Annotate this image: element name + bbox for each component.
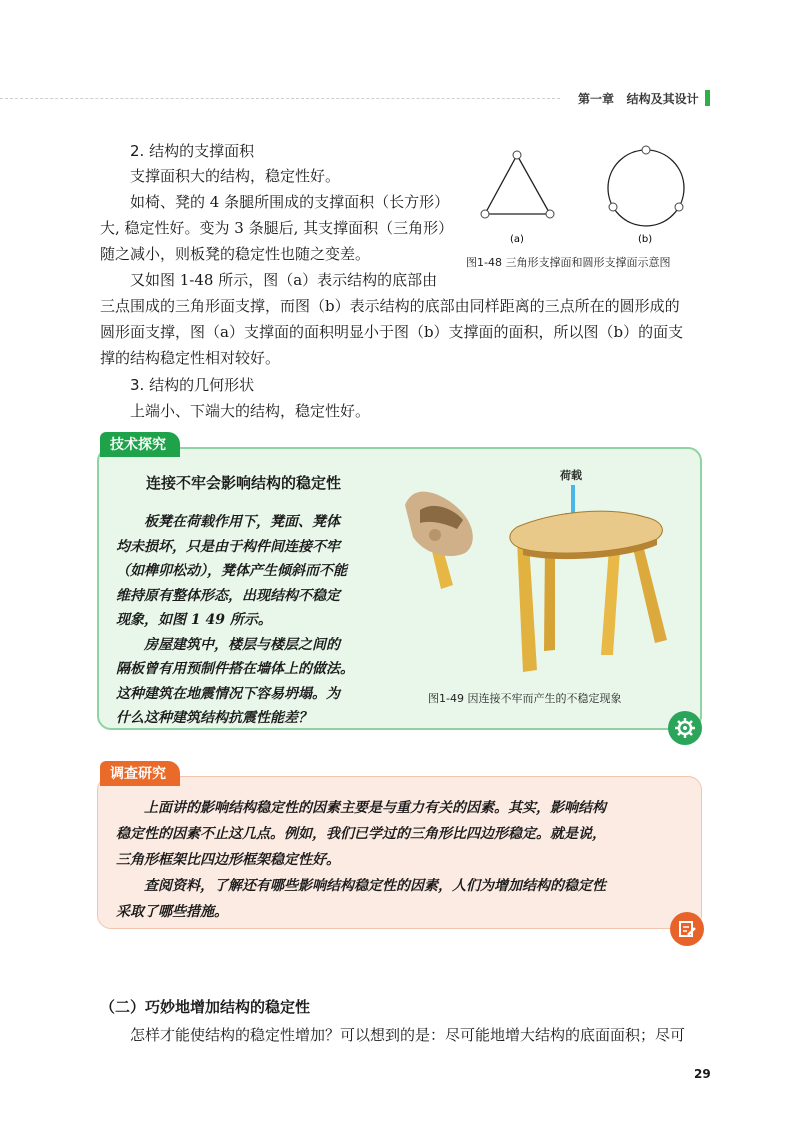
paragraph-line: 大, 稳定性好。变为 3 条腿后, 其支撑面积（三角形） [100, 219, 454, 237]
paragraph-line: 如椅、凳的 4 条腿所围成的支撑面积（长方形） [130, 193, 450, 211]
tech-box-line: 板凳在荷载作用下，凳面、凳体 [144, 514, 340, 530]
figure-label-a: (a) [510, 234, 524, 245]
figure-1-48-caption: 图1-48 三角形支撑面和圆形支撑面示意图 [466, 256, 671, 269]
tech-box-line: 什么这种建筑结构抗震性能差？ [116, 710, 312, 726]
research-line: 三角形框架比四边形框架稳定性好。 [116, 852, 340, 868]
research-line: 采取了哪些措施。 [116, 904, 228, 920]
circle-support-diagram [608, 146, 684, 226]
figure-1-49-stool [405, 465, 690, 685]
paragraph-line: 怎样才能使结构的稳定性增加？可以想到的是：尽可能地增大结构的底面面积；尽可 [130, 1026, 686, 1044]
tech-box-line: 这种建筑在地震情况下容易坍塌。为 [116, 685, 340, 702]
tech-box-line: 现象，如图 1 49 所示。 [116, 612, 272, 628]
research-line: 上面讲的影响结构稳定性的因素主要是与重力有关的因素。其实，影响结构 [144, 800, 606, 816]
load-label: 荷载 [560, 469, 582, 482]
chapter-number: 第一章 [578, 92, 615, 106]
tech-box-line: （如榫卯松动），凳体产生倾斜而不能 [116, 563, 347, 579]
tech-box-line: 房屋建筑中，楼层与楼层之间的 [144, 636, 340, 653]
tech-box-line: 维持原有整体形态，出现结构不稳定 [116, 587, 340, 604]
section-heading-support-area: 2. 结构的支撑面积 [130, 142, 255, 160]
figure-1-48 [470, 145, 710, 250]
paragraph-line: 圆形面支撑，图（a）支撑面的面积明显小于图（b）支撑面的面积，所以图（b）的面支 [100, 323, 684, 341]
research-line: 查阅资料，了解还有哪些影响结构稳定性的因素，人们为增加结构的稳定性 [144, 878, 606, 894]
gear-icon [668, 711, 702, 745]
loose-joint-inset [405, 492, 473, 556]
paragraph-line: 支撑面积大的结构，稳定性好。 [130, 167, 341, 185]
paragraph-line: 撑的结构稳定性相对较好。 [100, 349, 281, 367]
research-box-text [116, 795, 606, 925]
tech-box-title: 连接不牢会影响结构的稳定性 [146, 474, 342, 492]
triangle-support-diagram [481, 151, 554, 218]
paragraph-line: 又如图 1-48 所示，图（a）表示结构的底部由 [130, 271, 438, 289]
section-heading-increase-stability: （二）巧妙地增加结构的稳定性 [100, 998, 311, 1016]
chapter-title: 结构及其设计 [626, 92, 699, 106]
figure-label-b: (b) [638, 234, 653, 245]
paragraph-line: 上端小、下端大的结构，稳定性好。 [130, 402, 371, 420]
research-tag: 调查研究 [100, 761, 180, 786]
tech-box-text [116, 510, 396, 731]
research-line: 稳定性的因素不止这几点。例如，我们已学过的三角形比四边形稳定。就是说， [116, 826, 606, 842]
header-accent-bar [705, 90, 710, 106]
tech-box-line: 均未损坏，只是由于构件间连接不牢 [116, 538, 340, 555]
tech-box-line: 隔板曾有用预制件搭在墙体上的做法。 [116, 661, 354, 677]
page-number: 29 [694, 1067, 711, 1081]
paragraph-line: 三点围成的三角形面支撑，而图（b）表示结构的底部由同样距离的三点所在的圆形成的 [100, 297, 680, 315]
chapter-header [578, 90, 699, 107]
note-edit-icon [670, 912, 704, 946]
header-rule [0, 98, 560, 99]
paragraph-line: 随之减小，则板凳的稳定性也随之变差。 [100, 245, 371, 263]
figure-1-49-caption: 图1-49 因连接不牢而产生的不稳定现象 [428, 692, 622, 705]
section-heading-geometry: 3. 结构的几何形状 [130, 376, 255, 394]
tech-exploration-tag: 技术探究 [100, 432, 180, 457]
